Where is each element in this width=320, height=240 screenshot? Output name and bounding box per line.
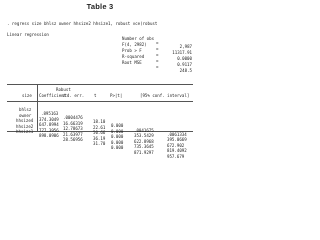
t-stat: 50.66 (93, 130, 106, 136)
command-line: . regress size bhlsz owner hhsize2 hhsize1, robust vce(robust (7, 21, 158, 26)
model-name: Linear regression (7, 32, 49, 37)
coefficient: 777.3956 (39, 127, 59, 133)
table-title: Table 3 (86, 2, 114, 11)
row-name: bhlsz (19, 107, 32, 113)
p-value: 0.000 (111, 145, 124, 151)
stat-equals: = (156, 40, 159, 46)
p-value: 0.000 (111, 128, 124, 134)
p-value: 0.000 (111, 139, 124, 145)
ci-upper: 957.679 (167, 153, 185, 159)
stat-label: R-squared (122, 54, 145, 60)
table-header-rule (7, 101, 193, 102)
header-conf-interval: [95% conf. interval] (140, 93, 190, 98)
header-size: size (22, 93, 32, 98)
stat-label: F(4, 2982) (122, 42, 147, 48)
t-stat: 36.19 (93, 135, 106, 141)
coefficient: 647.8994 (39, 122, 59, 128)
std-err: .0004476 (63, 115, 83, 121)
ci-lower: 353.5429 (134, 133, 154, 139)
row-name: hhsize1 (16, 129, 34, 135)
stat-label: Root MSE (122, 60, 142, 66)
ci-upper: 819.4092 (167, 148, 187, 154)
row-name: hhsize4 (16, 118, 34, 124)
ci-lower: 622.8968 (134, 138, 154, 144)
stat-equals: = (156, 52, 159, 58)
p-value: 0.000 (111, 134, 124, 140)
ci-upper: .0061334 (167, 131, 187, 137)
stat-label: Number of obs (122, 36, 155, 42)
stat-equals: = (156, 58, 159, 64)
std-err: 16.66319 (63, 120, 83, 126)
coefficient: 898.0906 (39, 133, 59, 139)
stat-equals: = (156, 64, 159, 70)
coefficient: .895163 (41, 111, 59, 117)
stat-label: Prob > F (122, 48, 142, 54)
std-err: 21.63977 (63, 131, 83, 137)
stat-value: 0.0000 (177, 56, 192, 62)
t-stat: 22.61 (93, 124, 106, 130)
stat-equals: = (156, 46, 159, 52)
coefficient: 374.3049 (39, 116, 59, 122)
stat-value: 248.5 (179, 68, 192, 74)
header-t: t (94, 93, 97, 98)
std-err: 28.56956 (63, 137, 83, 143)
header-std-err: std. err. (62, 93, 85, 98)
stat-value: 11317.91 (172, 50, 192, 56)
ci-upper: 395.0669 (167, 137, 187, 143)
ci-upper: 672.902 (167, 142, 185, 148)
std-err: 12.78673 (63, 126, 83, 132)
ci-lower: 871.9297 (134, 149, 154, 155)
ci-lower: .0041675 (134, 127, 154, 133)
stat-value: 0.9117 (177, 62, 192, 68)
p-value: 0.000 (111, 123, 124, 129)
robust-label: Robust (56, 87, 71, 92)
header-coefficient: Coefficient (39, 93, 67, 98)
table-top-rule (7, 84, 193, 85)
t-stat: 18.10 (93, 119, 106, 125)
ci-lower: 735.3645 (134, 144, 154, 150)
t-stat: 31.70 (93, 141, 106, 147)
header-p-value: P>|t| (110, 93, 123, 98)
row-name: owner (19, 112, 32, 118)
stat-value: 2,987 (179, 44, 192, 50)
row-name: hhsize2 (16, 123, 34, 129)
